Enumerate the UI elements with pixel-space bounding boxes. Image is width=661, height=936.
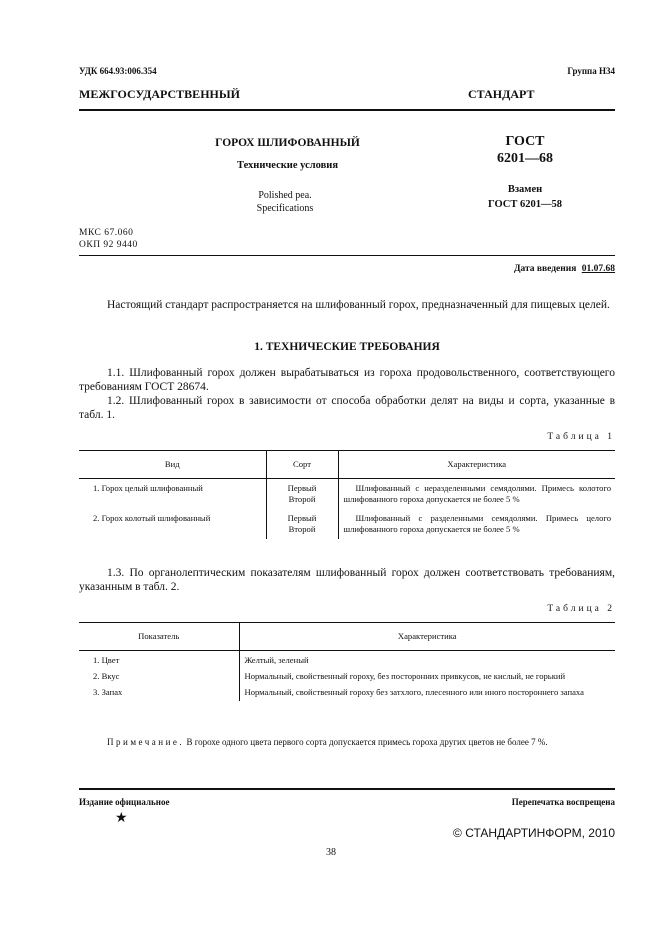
table2-cell-char: Нормальный, свойственный гороху без затхлого, плесенного или иного постороннего запаха xyxy=(244,687,584,697)
official-edition: Издание официальное xyxy=(79,797,170,807)
table2-cell-name: 2. Вкус xyxy=(79,666,239,682)
banner-left: МЕЖГОСУДАРСТВЕННЫЙ xyxy=(79,87,240,101)
codes-rule xyxy=(79,255,615,256)
note-label: Примечание. xyxy=(107,737,185,747)
section-heading: 1. ТЕХНИЧЕСКИЕ ТРЕБОВАНИЯ xyxy=(254,341,440,353)
replaces-label: Взамен xyxy=(507,184,543,195)
table1-sort-first: Первый xyxy=(287,483,317,493)
table-row xyxy=(79,506,615,539)
gost-label: ГОСТ xyxy=(505,134,545,149)
table2-cell-char: Нормальный, свойственный гороху, без посторонних привкусов, не кислый, не горький xyxy=(244,671,566,681)
paragraph-1-2: 1.2. Шлифованный горох в зависимости от способа обработки делят на виды и сорта, указанные в табл. 1. xyxy=(79,395,615,421)
table1-cell-vid: 1. Горох целый шлифованный xyxy=(79,479,266,507)
table1-sort-second: Второй xyxy=(288,524,316,534)
star-icon: ★ xyxy=(115,811,128,826)
group-code: Группа Н34 xyxy=(567,66,615,76)
page-number: 38 xyxy=(326,847,336,858)
table1-cell-char: Шлифованный с неразделенными семядолями. Примесь колотого шлифованного гороха допускается не более 5 % xyxy=(343,483,611,504)
table1-header-char: Характеристика xyxy=(447,459,507,469)
table2-cell-name: 3. Запах xyxy=(79,682,239,701)
standard-title: ГОРОХ ШЛИФОВАННЫЙ xyxy=(215,137,360,149)
intro-paragraph: Настоящий стандарт распространяется на шлифованный горох, предназначенный для пищевых целей. xyxy=(107,299,610,311)
copyright: © СТАНДАРТИНФОРМ, 2010 xyxy=(453,826,615,840)
table1 xyxy=(79,450,615,539)
table1-cell-sort xyxy=(266,479,338,507)
table2-header-name: Показатель xyxy=(79,623,239,651)
paragraph-1-3: 1.3. По органолептическим показателям шлифованный горох должен соответствовать требованиям, указанным в табл. 2. xyxy=(79,567,615,593)
header-rule xyxy=(79,109,615,111)
mks-code: МКС 67.060 xyxy=(79,228,134,238)
table1-cell-vid: 2. Горох колотый шлифованный xyxy=(79,506,266,539)
intro-date-value: 01.07.68 xyxy=(581,264,615,274)
reprint-prohibited: Перепечатка воспрещена xyxy=(511,797,615,807)
gost-number: 6201—68 xyxy=(497,151,553,166)
note-text: В горохе одного цвета первого сорта допускается примесь гороха других цветов не более 7 %. xyxy=(186,737,548,747)
intro-date xyxy=(514,264,615,274)
footer-rule xyxy=(79,788,615,790)
table2-cell-char: Желтый, зеленый xyxy=(244,655,309,665)
table2 xyxy=(79,622,615,701)
table-row xyxy=(79,479,615,507)
english-title: Polished pea. xyxy=(258,190,312,201)
intro-date-label: Дата введения xyxy=(513,264,577,274)
table1-cell-sort xyxy=(266,506,338,539)
paragraph-1-1: 1.1. Шлифованный горох должен вырабатываться из гороха продовольственного, соответствующего требованиям ГОСТ 28674. xyxy=(79,367,615,393)
okp-code: ОКП 92 9440 xyxy=(79,240,138,250)
table1-sort-second: Второй xyxy=(288,494,316,504)
udk-code: УДК 664.93:006.354 xyxy=(79,66,157,76)
english-subtitle: Specifications xyxy=(256,203,314,214)
table2-header-char: Характеристика xyxy=(397,631,457,641)
table1-cell-char: Шлифованный с разделенными семядолями. Примесь целого шлифованного гороха допускается не более 5 % xyxy=(343,513,611,534)
table-row xyxy=(79,666,615,682)
table-note xyxy=(79,736,615,748)
table-row xyxy=(79,651,615,667)
table2-cell-name: 1. Цвет xyxy=(79,651,239,667)
table-row xyxy=(79,682,615,701)
table1-header-sort: Сорт xyxy=(266,451,338,479)
standard-subtitle: Технические условия xyxy=(236,160,339,171)
table1-header-vid: Вид xyxy=(79,451,266,479)
table2-caption: Таблица 2 xyxy=(547,604,615,614)
banner-right: СТАНДАРТ xyxy=(468,87,535,101)
table1-sort-first: Первый xyxy=(287,513,317,523)
replaces-number: ГОСТ 6201—58 xyxy=(488,199,562,210)
table1-caption: Таблица 1 xyxy=(547,432,615,442)
